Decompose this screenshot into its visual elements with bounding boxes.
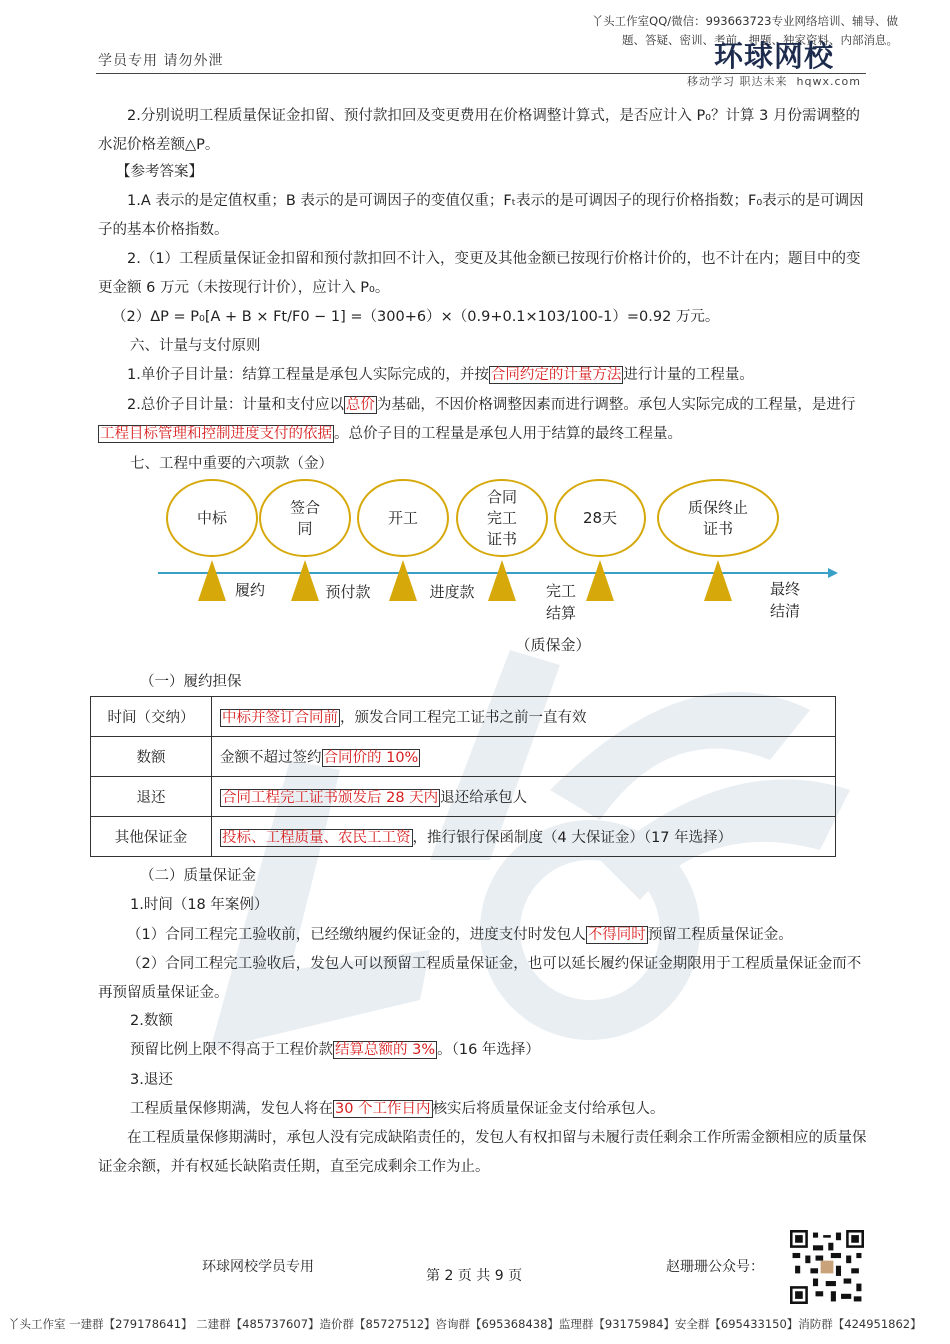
performance-bond-table [90, 696, 836, 857]
payment-label: 预付款 [325, 583, 371, 601]
milestone-label: 质保终止证书 [687, 498, 749, 538]
milestone-circle [658, 480, 778, 556]
subsection-2-title: （二）质量保证金 [140, 868, 256, 884]
section-7-title: 七、工程中重要的六项款（金） [130, 456, 333, 472]
timeline-diagram [150, 476, 850, 666]
brand-logo [684, 34, 864, 89]
quality-return-2: 在工程质量保修期满时，承包人没有完成缺陷责任的，发包人有权扣留与未履行责任剩余工作所需金额相应的质量保证金余额，并有权延长缺陷责任期，直至完成剩余工作为止。 [98, 1130, 867, 1175]
answer-2-formula: （2）ΔP = P₀[A + B × Ft/F0 − 1] =（300+6）×（0.9+0.1×103/100-1）=0.92 万元。 [112, 309, 720, 325]
table-row: 其他保证金 投标、工程质量、农民工工资 ，推行银行保函制度（4 大保证金）（17 年选择） [91, 817, 836, 857]
payment-label: 完工结算 [545, 582, 577, 622]
table-row: 时间（交纳） 中标并签订合同前 ，颁发合同工程完工证书之前一直有效 [91, 697, 836, 737]
qr-code-icon[interactable] [790, 1230, 864, 1304]
header-note: 丫头工作室QQ/微信：993663723专业网络培训、辅导、做题、答疑、密训、考前、押题、独家资料、内部消息。 [591, 14, 898, 47]
subsection-1-title: （一）履约担保 [140, 674, 242, 690]
milestone-label: 中标 [196, 509, 228, 527]
milestone-marker [586, 560, 614, 601]
milestone-marker [488, 560, 516, 601]
logo-text: 环球网校 [713, 39, 834, 73]
quality-time-heading: 1.时间（18 年案例） [130, 897, 269, 913]
header-tag: 学员专用 请勿外泄 [98, 53, 224, 69]
footer-groups-strip: 丫头工作室 一建群【279178641】 二建群【485737607】造价群【85727512】咨询群【695368438】监理群【93175984】安全群【695433150】消防群【424951862】 [8, 1317, 922, 1331]
section-6-title: 六、计量与支付原则 [130, 338, 261, 354]
milestone-marker [704, 560, 732, 601]
logo-tagline: 移动学习 职达未来 hqwx.com [687, 75, 861, 88]
arrowhead-icon [828, 568, 838, 578]
section-6-p2: 2.总价子目计量：计量和支付应以 总价 为基础，不因价格调整因素而进行调整。承包人实际完成的工程量，是进行工程目标管理和控制进度支付的依据 。总价子目的工程量是承包人用于结算的最终工程量。 [100, 397, 856, 442]
quality-time-1: （1）合同工程完工验收前，已经缴纳履约保证金的，进度支付时发包人 不得同时 预留工程质量保证金。 [127, 927, 793, 943]
table-row: 退还 合同工程完工证书颁发后 28 天内 退还给承包人 [91, 777, 836, 817]
milestone-circle [260, 480, 350, 556]
milestone-marker [291, 560, 319, 601]
footer-left: 环球网校学员专用 [202, 1259, 314, 1275]
page-number: 第 2 页 共 9 页 [426, 1268, 523, 1284]
table-row: 数额 金额不超过签约 合同价的 10% [91, 737, 836, 777]
quality-amount-text: 预留比例上限不得高于工程价款 结算总额的 3% 。（16 年选择） [130, 1042, 540, 1058]
milestone-marker [198, 560, 226, 601]
quality-return-1: 工程质量保修期满，发包人将在 30 个工作日内 核实后将质量保证金支付给承包人。 [130, 1101, 665, 1117]
milestone-label: 28天 [582, 509, 618, 527]
footer-right: 赵珊珊公众号： [666, 1259, 764, 1275]
header-divider [96, 73, 866, 74]
question-2: 2.分别说明工程质量保证金扣留、预付款扣回及变更费用在价格调整计算式，是否应计入 P₀？计算 3 月份需调整的水泥价格差额△P。 [98, 108, 860, 153]
answer-2: 2.（1）工程质量保证金扣留和预付款扣回不计入，变更及其他金额已按现行价格计价的，也不计在内；题目中的变更金额 6 万元（未按现行计价），应计入 P₀。 [98, 251, 861, 296]
payment-label: 最终结清 [769, 580, 801, 620]
payment-label: 履约 [234, 581, 266, 599]
payment-label: 进度款 [429, 583, 475, 601]
quality-time-2: （2）合同工程完工验收后，发包人可以预留工程质量保证金，也可以延长履约保证金期限用于工程质量保证金而不再预留质量保证金。 [98, 956, 862, 1001]
milestone-label: 签合同 [289, 498, 321, 538]
milestone-marker [389, 560, 417, 601]
answer-1: 1.A 表示的是定值权重；B 表示的是可调因子的变值仅重；Fₜ表示的是可调因子的现行价格指数；F₀表示的是可调因子的基本价格指数。 [98, 193, 864, 238]
reference-answer-label: 【参考答案】 [116, 164, 203, 180]
section-6-p1: 1.单价子目计量：结算工程量是承包人实际完成的，并按 合同约定的计量方法 进行计量的工程量。 [127, 367, 754, 383]
quality-amount-heading: 2.数额 [130, 1013, 173, 1029]
payment-label: （质保金） [515, 636, 591, 654]
milestone-label: 合同完工证书 [486, 488, 518, 548]
quality-return-heading: 3.退还 [130, 1072, 173, 1088]
milestone-label: 开工 [387, 509, 419, 527]
